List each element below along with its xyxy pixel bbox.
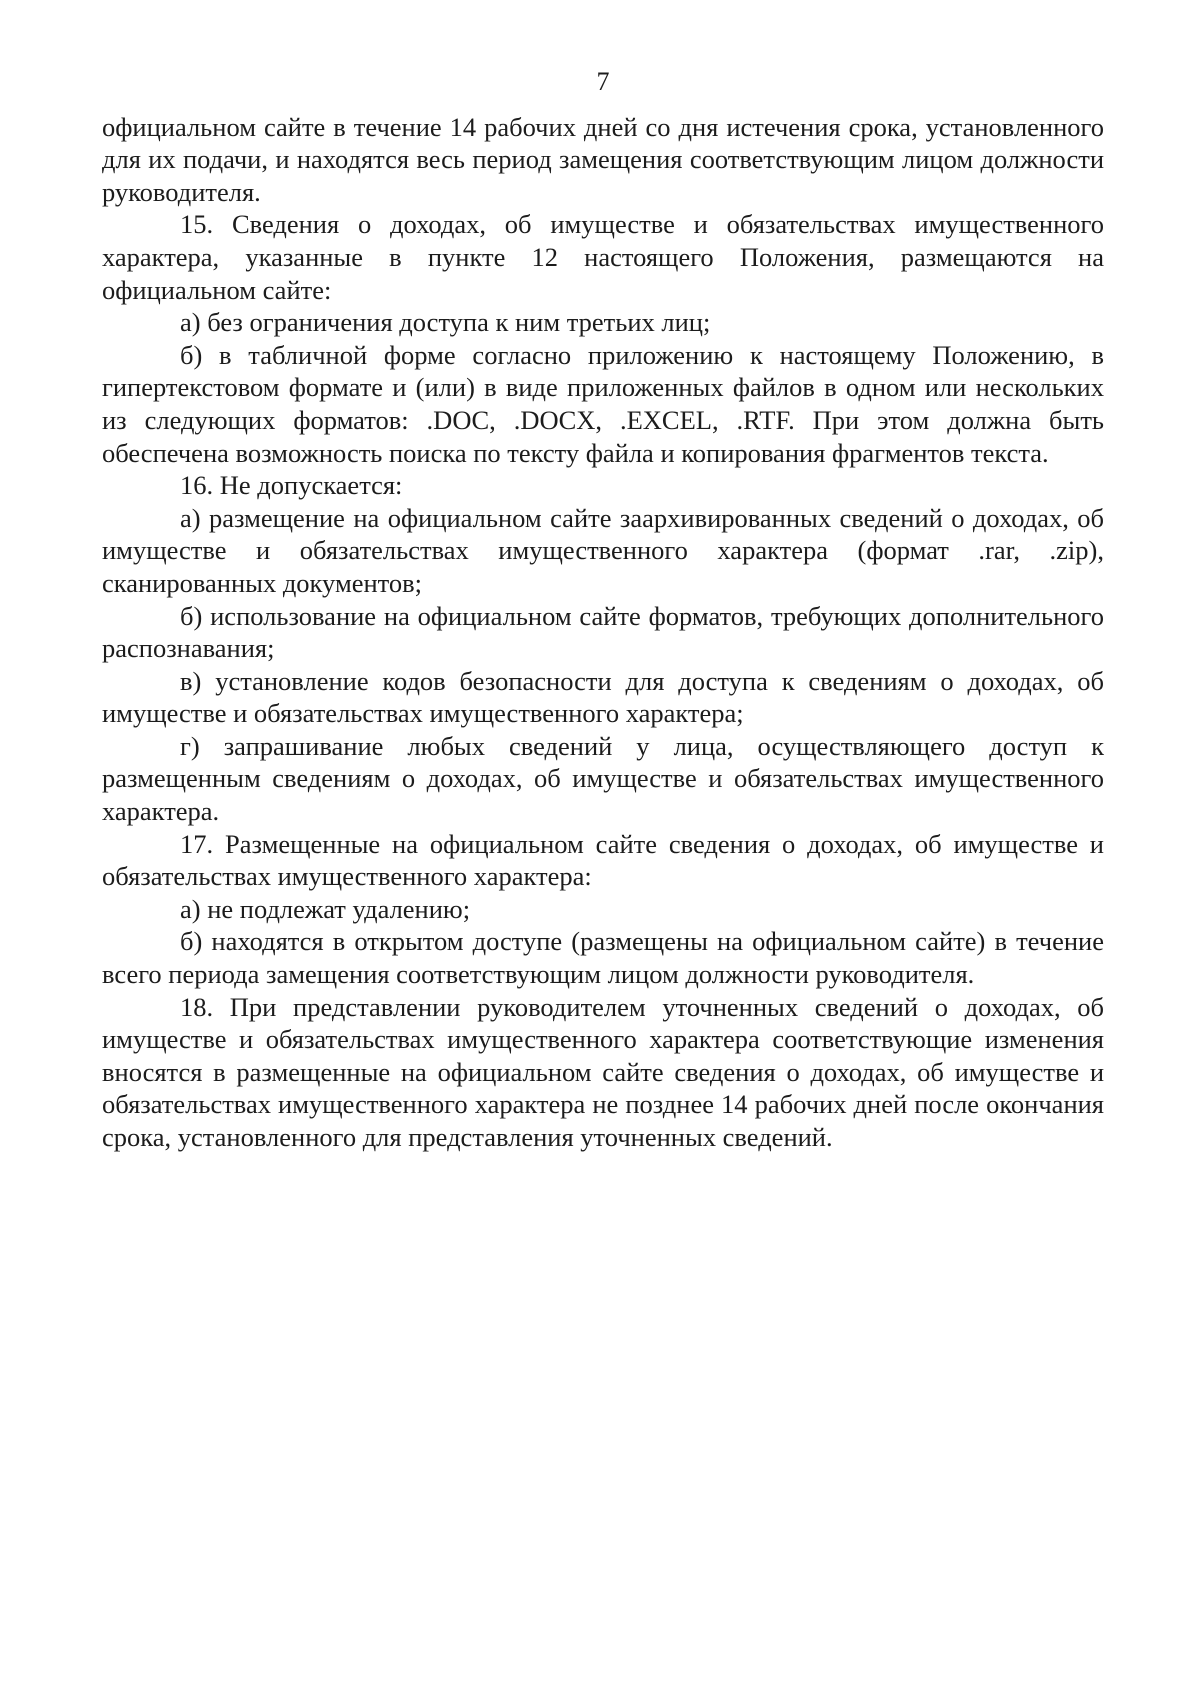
paragraph-item-15a: а) без ограничения доступа к ним третьих лиц; (180, 307, 711, 338)
paragraph-item-18: 18. При представлении руководителем уточненных сведений о доходах, об имуществе и обязательствах имущественного характера соответствующие изменения вносятся в размещенные на официальном сайте сведения о доходах, об имуществе и обязательствах имущественного характера не позднее 14 рабочих дней после окончания срока, установленного для представления уточненных сведений. (102, 991, 1104, 1152)
paragraph-item-16a: а) размещение на официальном сайте заархивированных сведений о доходах, об имуществе и обязательствах имущественного характера (формат .rar, .zip), сканированных документов; (102, 502, 1104, 598)
document-body (102, 111, 1104, 1154)
paragraph-item-15: 15. Сведения о доходах, об имуществе и обязательствах имущественного характера, указанные в пункте 12 настоящего Положения, размещаются на официальном сайте: (102, 209, 1104, 305)
page-number: 7 (596, 67, 610, 96)
paragraph-item-17a: а) не подлежат удалению; (180, 893, 471, 924)
paragraph-item-16: 16. Не допускается: (180, 470, 403, 501)
paragraph-item-16b: б) использование на официальном сайте форматов, требующих дополнительного распознавания; (102, 600, 1104, 664)
paragraph-item-16g: г) запрашивание любых сведений у лица, осуществляющего доступ к размещенным сведениям о доходах, об имуществе и обязательствах имущественного характера. (102, 730, 1104, 827)
paragraph-item-15b: б) в табличной форме согласно приложению к настоящему Положению, в гипертекстовом формате и (или) в виде приложенных файлов в одном или нескольких из следующих форматов: .DOC, .DOCX, .EXCEL, .RTF. При этом должна быть обеспечена возможность поиска по тексту файла и копирования фрагментов текста. (102, 339, 1104, 468)
paragraph-item-16v: в) установление кодов безопасности для доступа к сведениям о доходах, об имуществе и обязательствах имущественного характера; (102, 665, 1104, 729)
paragraph-item-17: 17. Размещенные на официальном сайте сведения о доходах, об имуществе и обязательствах имущественного характера: (102, 828, 1104, 892)
paragraph-item-17b: б) находятся в открытом доступе (размещены на официальном сайте) в течение всего периода замещения соответствующим лицом должности руководителя. (102, 926, 1104, 990)
paragraph: официальном сайте в течение 14 рабочих дней со дня истечения срока, установленного для их подачи, и находятся весь период замещения соответствующим лицом должности руководителя. (102, 111, 1104, 207)
